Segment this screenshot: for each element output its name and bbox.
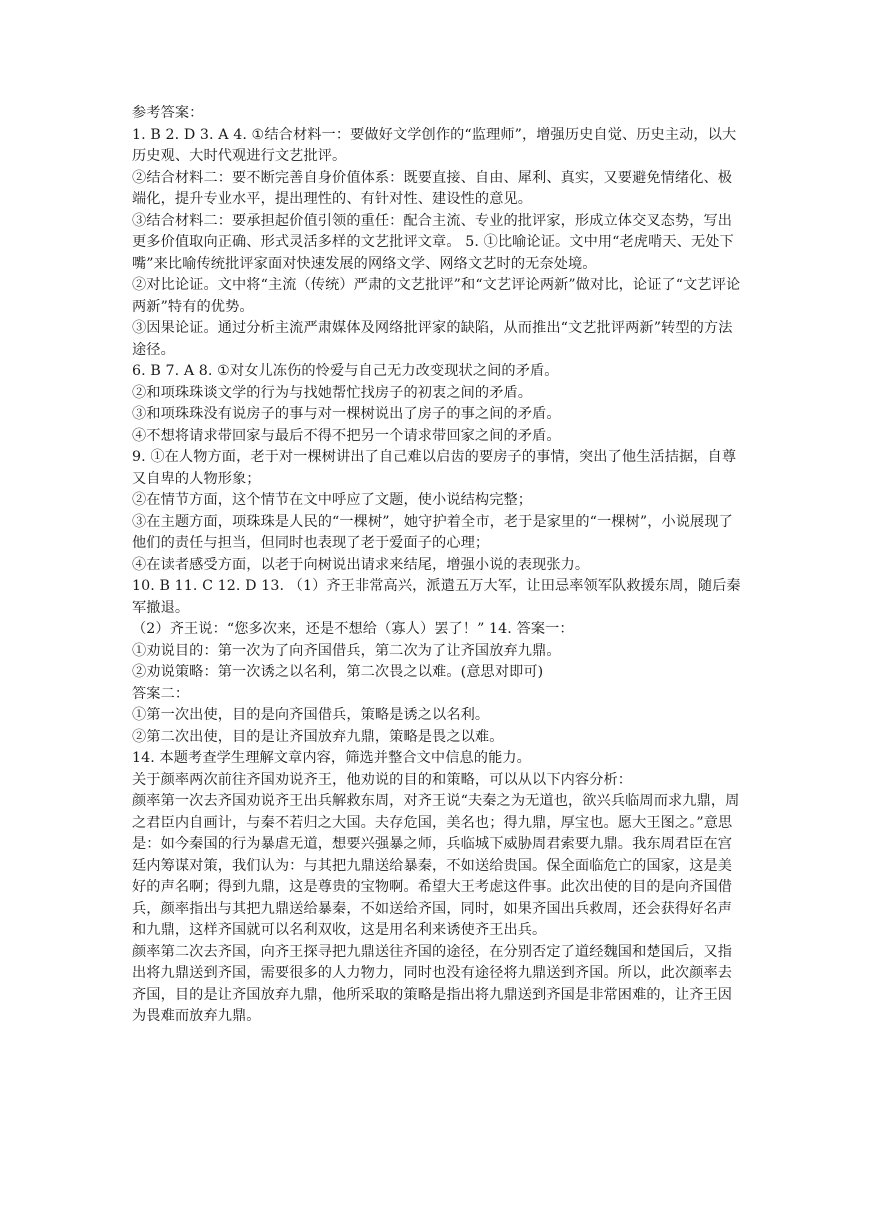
- answer-line: ③结合材料二：要承担起价值引领的重任：配合主流、专业的批评家，形成立体交叉态势，写出更多价值取向正确、形式灵活多样的文艺批评文章。 5. ①比喻论证。文中用“老虎啃天、无处下嘴”来比喻传统批评家面对快速发展的网络文学、网络文艺时的无奈处境。: [132, 212, 734, 272]
- answer-paragraph: 颜率第二次去齐国，向齐王探寻把九鼎送往齐国的途径，在分别否定了道经魏国和楚国后，又指出将九鼎送到齐国，需要很多的人力物力，同时也没有途径将九鼎送到齐国。所以，此次颜率去齐国，目的是让齐国放弃九鼎，他所采取的策略是指出将九鼎送到齐国是非常困难的，让齐王因为畏难而放弃九鼎。: [132, 943, 733, 1024]
- answer-line: ③因果论证。通过分析主流严肃媒体及网络批评家的缺陷，从而推出“文艺批评两新”转型的方法途径。: [132, 320, 733, 358]
- answer-line: 1. B 2. D 3. A 4. ①结合材料一：要做好文学创作的“监理师”，增强历史自觉、历史主动，以大历史观、大时代观进行文艺批评。: [132, 126, 737, 164]
- answer-text-block: [132, 103, 742, 1028]
- answer-line: ②第二次出使，目的是让齐国放弃九鼎，策略是畏之以难。: [132, 728, 504, 745]
- answer-line: 10. B 11. C 12. D 13. （1）齐王非常高兴，派遣五万大军，让田忌率领军队救援东周，随后秦军撤退。: [132, 578, 741, 616]
- answer-line: ②在情节方面，这个情节在文中呼应了文题，使小说结构完整；: [132, 492, 533, 508]
- answer-line: ③在主题方面，项珠珠是人民的“一棵树”，她守护着全市，老于是家里的“一棵树”，小说展现了他们的责任与担当，但同时也表现了老于爱面子的心理；: [132, 513, 733, 551]
- answer-line: ②结合材料二：要不断完善自身价值体系：既要直接、自由、犀利、真实，又要避免情绪化、极端化，提升专业水平，提出理性的、有针对性、建设性的意见。: [132, 169, 733, 207]
- answer-line: 6. B 7. A 8. ①对女儿冻伤的怜爱与自己无力改变现状之间的矛盾。: [132, 363, 559, 379]
- answer-line: ②和项珠珠谈文学的行为与找她帮忙找房子的初衷之间的矛盾。: [132, 384, 533, 401]
- answer-line: ②劝说策略：第一次诱之以名利，第二次畏之以难。(意思对即可): [132, 664, 544, 680]
- answer-line: ②对比论证。文中将“主流（传统）严肃的文艺批评”和“文艺评论两新”做对比，论证了“文艺评论两新”特有的优势。: [132, 277, 741, 315]
- section-heading: 参考答案：: [132, 105, 204, 121]
- answer-line: 14. 本题考查学生理解文章内容，筛选并整合文中信息的能力。: [132, 750, 531, 766]
- answer-line: ④在读者感受方面，以老于向树说出请求来结尾，增强小说的表现张力。: [132, 556, 590, 573]
- answer-line: 答案二：: [132, 685, 190, 702]
- answer-line: ④不想将请求带回家与最后不得不把另一个请求带回家之间的矛盾。: [132, 427, 561, 444]
- answer-line: ①劝说目的：第一次为了向齐国借兵，第二次为了让齐国放弃九鼎。: [132, 642, 561, 659]
- answer-line: ③和项珠珠没有说房子的事与对一棵树说出了房子的事之间的矛盾。: [132, 406, 561, 422]
- answer-paragraph: 颜率第一次去齐国劝说齐王出兵解救东周，对齐王说“夫秦之为无道也，欲兴兵临周而求九鼎，周之君臣内自画计，与秦不若归之大国。夫存危国，美名也；得九鼎，厚宝也。愿大王图之。”意思是：如今秦国的行为暴虐无道，想要兴强暴之师，兵临城下威胁周君索要九鼎。我东周君臣在宫廷内筹谋对策，我们认为：与其把九鼎送给暴秦，不如送给贵国。保全面临危亡的国家，这是美好的声名啊；得到九鼎，这是尊贵的宝物啊。希望大王考虑这件事。此次出使的目的是向齐国借兵，颜率指出与其把九鼎送给暴秦，不如送给齐国，同时，如果齐国出兵救周，还会获得好名声和九鼎，这样齐国就可以名利双收，这是用名利来诱使齐王出兵。: [132, 793, 740, 938]
- answer-line: 9. ①在人物方面，老于对一棵树讲出了自己难以启齿的要房子的事情，突出了他生活拮据，自尊又自卑的人物形象；: [132, 449, 737, 487]
- answer-line: 关于颜率两次前往齐国劝说齐王，他劝说的目的和策略，可以从以下内容分析：: [132, 771, 633, 788]
- answer-line: ①第一次出使，目的是向齐国借兵，策略是诱之以名利。: [132, 707, 490, 723]
- answer-line: （2）齐王说：“您多次来，还是不想给（寡人）罢了！” 14. 答案一：: [132, 621, 574, 637]
